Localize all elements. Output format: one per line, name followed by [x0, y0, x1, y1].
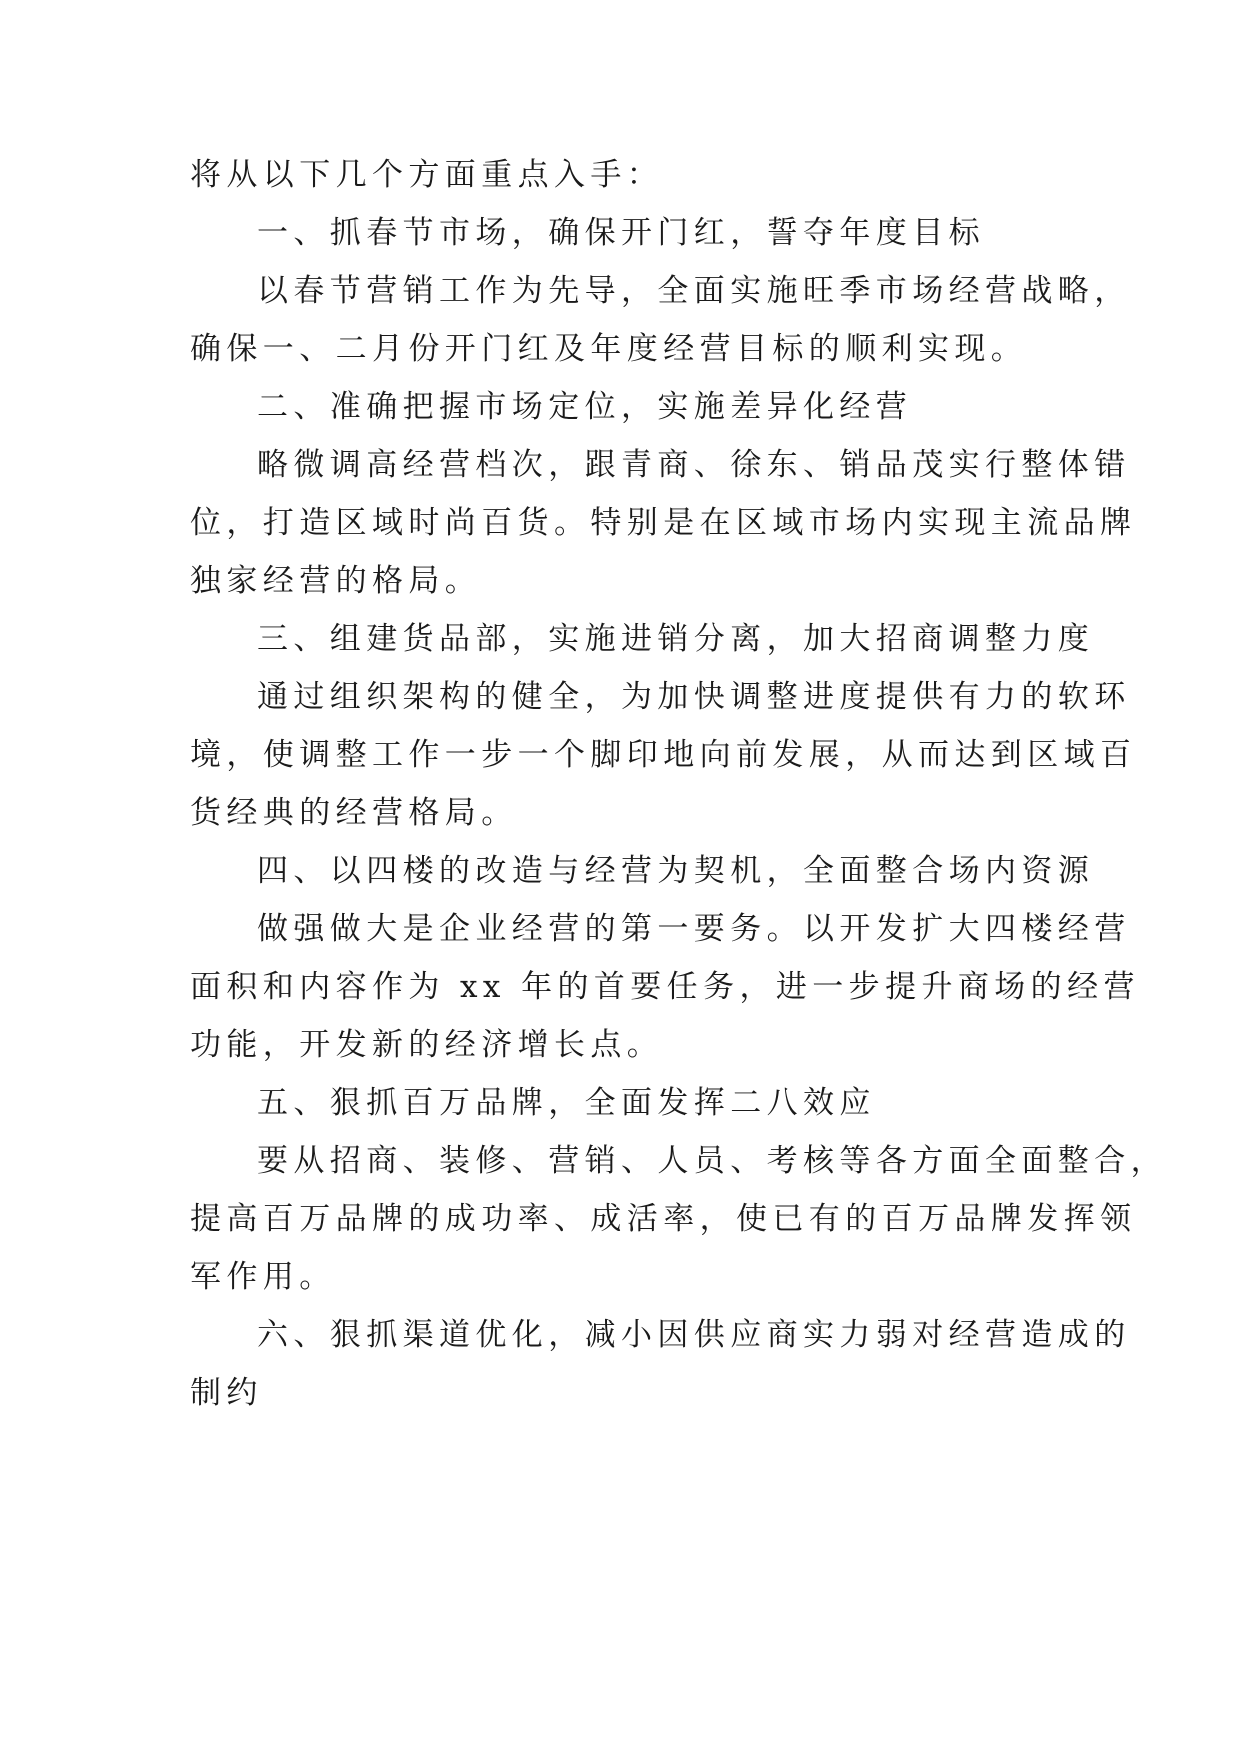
heading-2: 二、准确把握市场定位，实施差异化经营	[257, 389, 913, 425]
paragraph-3-line-2: 境，使调整工作一步一个脚印地向前发展，从而达到区域百	[190, 737, 1137, 773]
paragraph-4-line-1: 做强做大是企业经营的第一要务。以开发扩大四楼经营	[257, 911, 1131, 947]
paragraph-2-line-3: 独家经营的格局。	[190, 563, 482, 599]
intro-line: 将从以下几个方面重点入手：	[190, 157, 664, 193]
heading-3: 三、组建货品部，实施进销分离，加大招商调整力度	[257, 621, 1095, 657]
paragraph-4-line-3: 功能，开发新的经济增长点。	[190, 1027, 664, 1063]
paragraph-2-line-1: 略微调高经营档次，跟青商、徐东、销品茂实行整体错	[257, 447, 1131, 483]
paragraph-5-line-2: 提高百万品牌的成功率、成活率，使已有的百万品牌发挥领	[190, 1201, 1137, 1237]
heading-4: 四、以四楼的改造与经营为契机，全面整合场内资源	[257, 853, 1095, 889]
heading-6-line-1: 六、狠抓渠道优化，减小因供应商实力弱对经营造成的	[257, 1317, 1131, 1353]
heading-1: 一、抓春节市场，确保开门红，誓夺年度目标	[257, 215, 985, 251]
paragraph-3-line-1: 通过组织架构的健全，为加快调整进度提供有力的软环	[257, 679, 1131, 715]
paragraph-1-line-2: 确保一、二月份开门红及年度经营目标的顺利实现。	[190, 331, 1028, 367]
paragraph-1-line-1: 以春节营销工作为先导，全面实施旺季市场经营战略，	[257, 273, 1131, 309]
heading-6-line-2: 制约	[190, 1375, 263, 1411]
heading-5: 五、狠抓百万品牌，全面发挥二八效应	[257, 1085, 876, 1121]
paragraph-5-line-3: 军作用。	[190, 1259, 336, 1295]
paragraph-2-line-2: 位，打造区域时尚百货。特别是在区域市场内实现主流品牌	[190, 505, 1137, 541]
paragraph-5-line-1: 要从招商、装修、营销、人员、考核等各方面全面整合，	[257, 1143, 1167, 1179]
paragraph-3-line-3: 货经典的经营格局。	[190, 795, 518, 831]
paragraph-4-line-2: 面积和内容作为 xx 年的首要任务，进一步提升商场的经营	[190, 969, 1140, 1005]
